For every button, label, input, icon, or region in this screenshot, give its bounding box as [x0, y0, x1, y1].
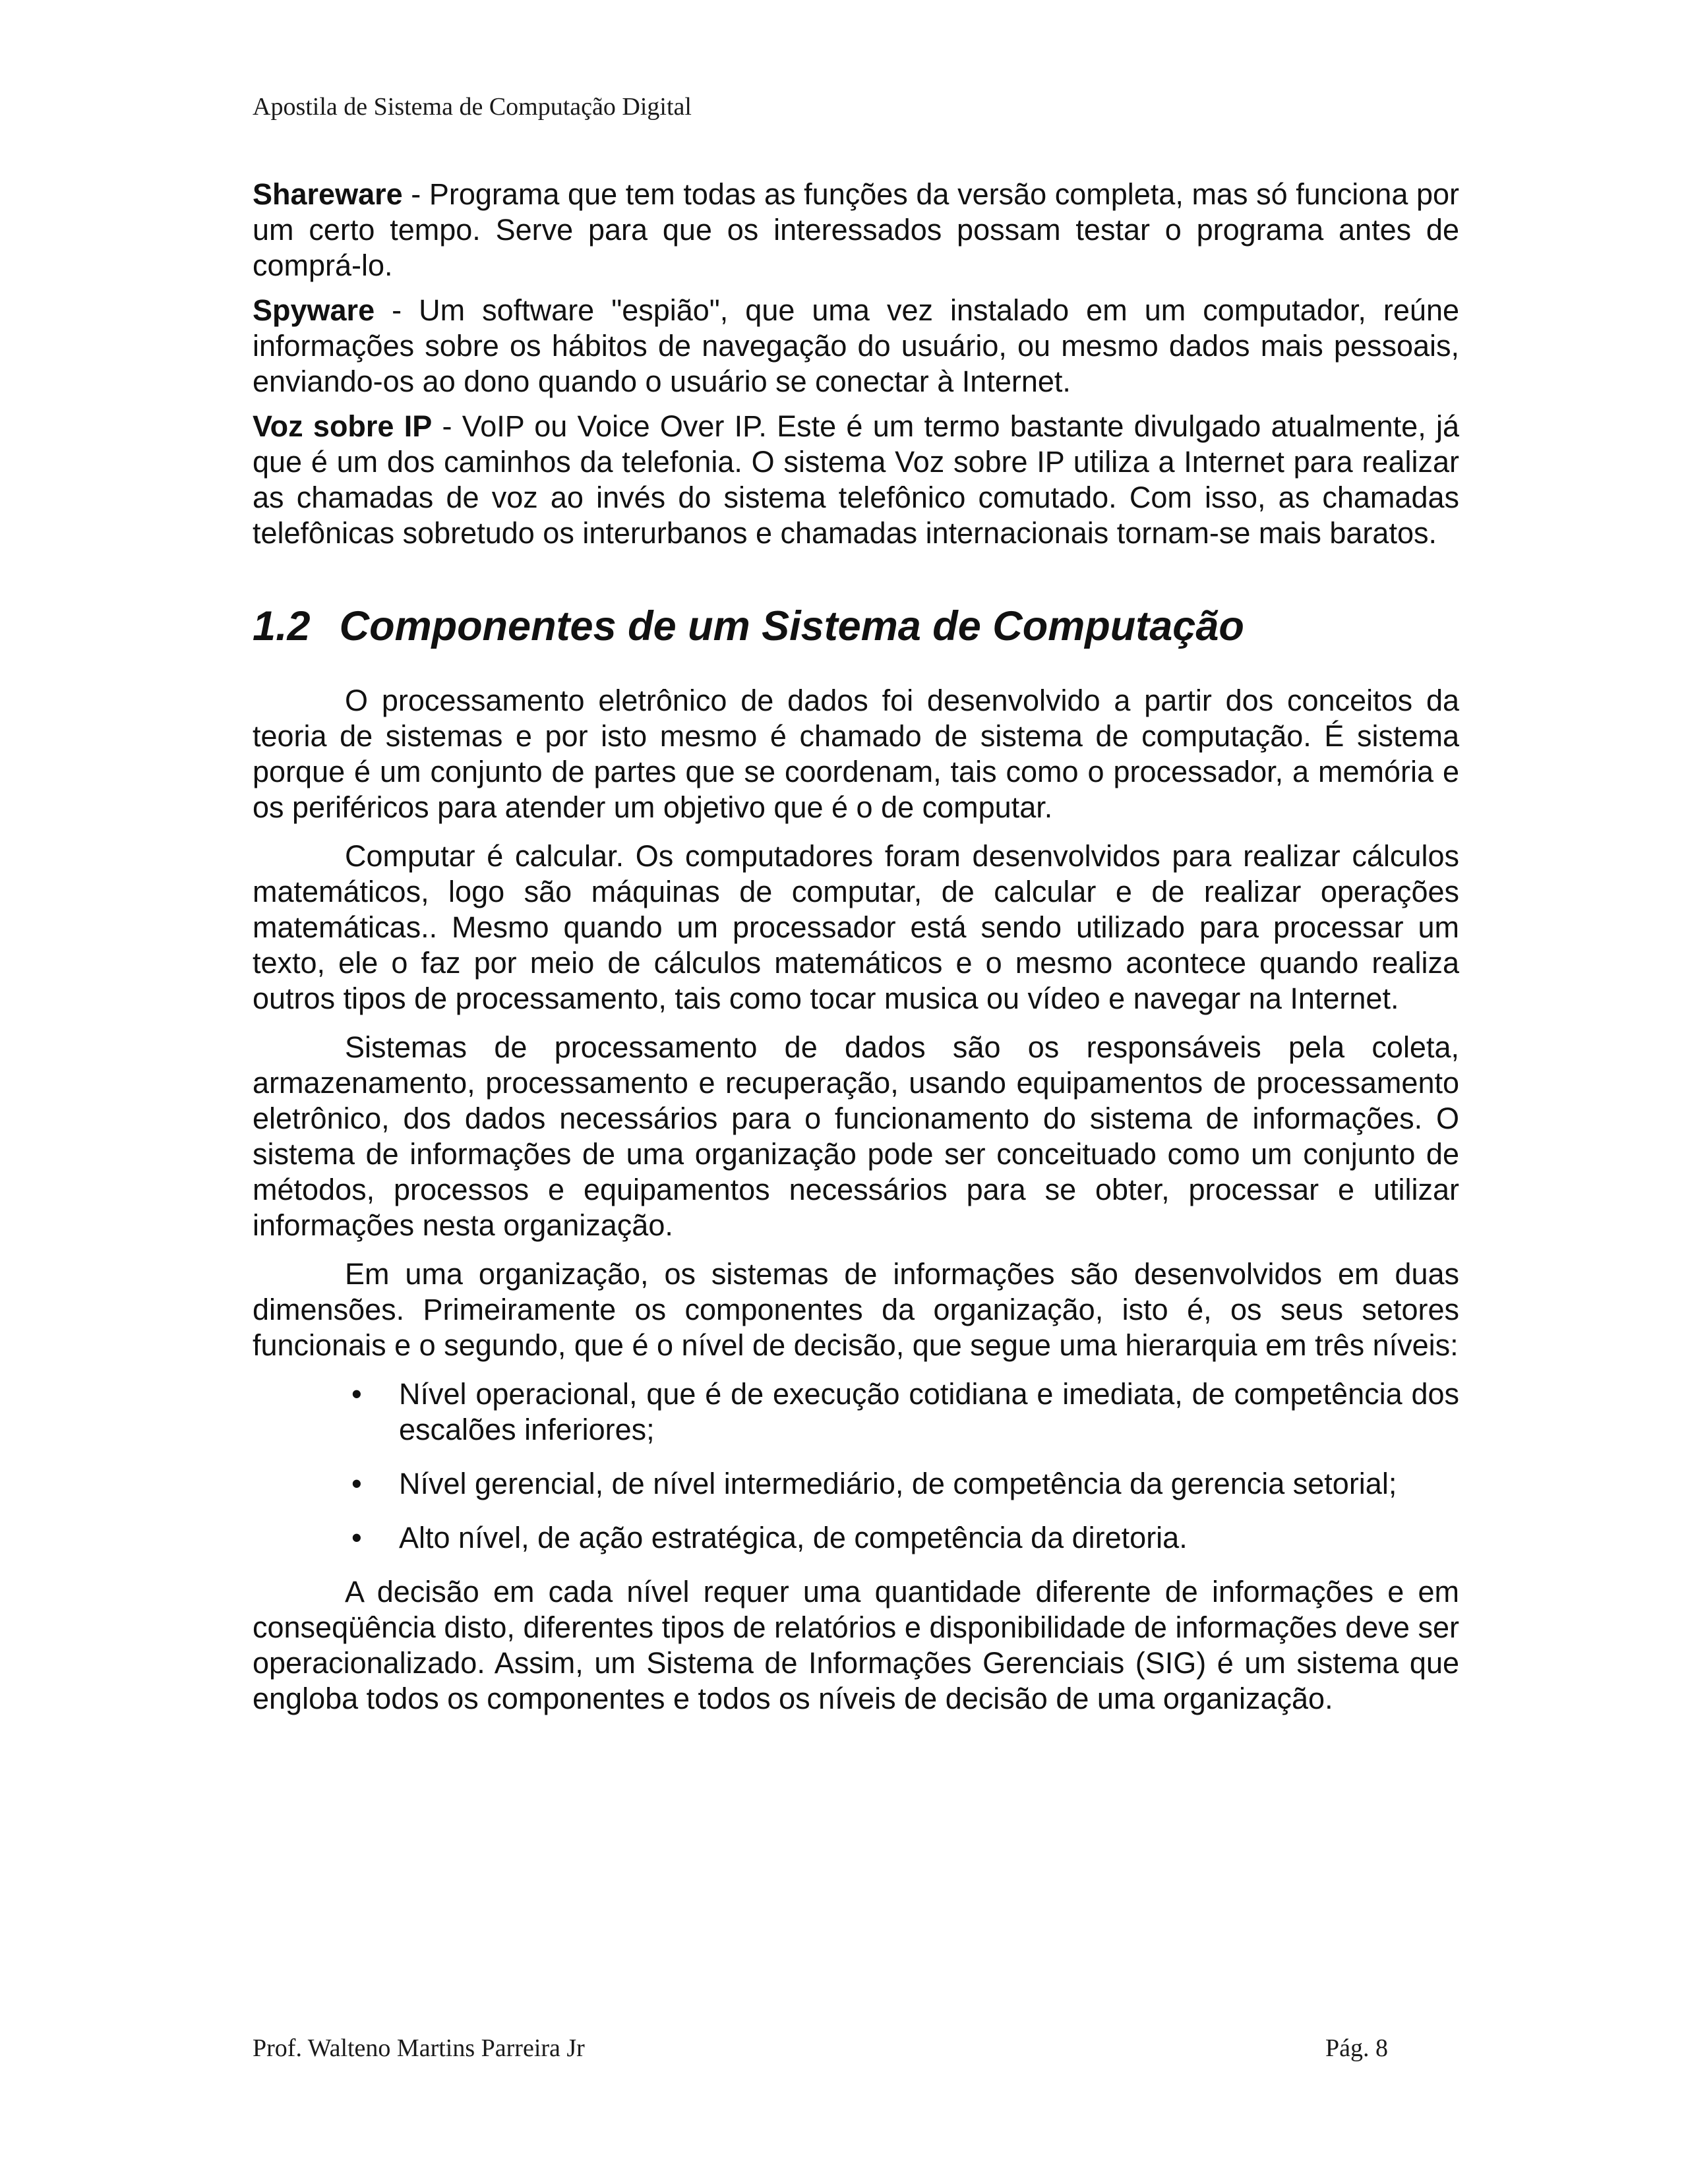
glossary-definition: - Programa que tem todas as funções da versão completa, mas só funciona por um certo tempo. Serve para que os interessados possam testar o programa antes de comprá-lo.	[253, 177, 1459, 282]
glossary-entry-shareware	[253, 177, 1459, 283]
glossary-definition: - VoIP ou Voice Over IP. Este é um termo bastante divulgado atualmente, já que é um dos caminhos da telefonia. O sistema Voz sobre IP utiliza a Internet para realizar as chamadas de voz ao invés do sistema telefônico comutado. Com isso, as chamadas telefônicas sobretudo os interurbanos e chamadas internacionais tornam-se mais baratos.	[253, 409, 1459, 550]
decision-levels-list	[253, 1376, 1459, 1556]
body-paragraph: Em uma organização, os sistemas de informações são desenvolvidos em duas dimensões. Primeiramente os componentes da organização, isto é, os seus setores funcionais e o segundo, que é o nível de decisão, que segue uma hierarquia em três níveis:	[253, 1257, 1459, 1362]
bullet-icon: •	[351, 1377, 362, 1411]
section-title: Componentes de um Sistema de Computação	[339, 603, 1244, 649]
page-content	[253, 177, 1459, 1730]
body-paragraph: Sistemas de processamento de dados são os responsáveis pela coleta, armazenamento, processamento e recuperação, usando equipamentos de processamento eletrônico, dos dados necessários para o funcionamento do sistema de informações. O sistema de informações de uma organização pode ser conceituado como um conjunto de métodos, processos e equipamentos necessários para se obter, processar e utilizar informações nesta organização.	[253, 1030, 1459, 1242]
section-heading	[253, 603, 1459, 650]
footer-page-number: Pág. 8	[1325, 2034, 1388, 2062]
footer-author: Prof. Walteno Martins Parreira Jr	[253, 2034, 585, 2062]
bullet-icon: •	[351, 1521, 362, 1554]
list-item	[253, 1466, 1459, 1502]
glossary-entry-spyware	[253, 293, 1459, 399]
closing-paragraph: A decisão em cada nível requer uma quantidade diferente de informações e em conseqüência disto, diferentes tipos de relatórios e disponibilidade de informações deve ser operacionalizado. Assim, um Sistema de Informações Gerenciais (SIG) é um sistema que engloba todos os componentes e todos os níveis de decisão de uma organização.	[253, 1575, 1459, 1715]
body-paragraph: O processamento eletrônico de dados foi desenvolvido a partir dos conceitos da teoria de sistemas e por isto mesmo é chamado de sistema de computação. É sistema porque é um conjunto de partes que se coordenam, tais como o processador, a memória e os periféricos para atender um objetivo que é o de computar.	[253, 684, 1459, 824]
glossary-term: Voz sobre IP	[253, 409, 433, 443]
body-paragraph: Computar é calcular. Os computadores foram desenvolvidos para realizar cálculos matemáticos, logo são máquinas de computar, de calcular e de realizar operações matemáticas.. Mesmo quando um processador está sendo utilizado para processar um texto, ele o faz por meio de cálculos matemáticos e o mesmo acontece quando realiza outros tipos de processamento, tais como tocar musica ou vídeo e navegar na Internet.	[253, 839, 1459, 1015]
list-item	[253, 1520, 1459, 1556]
glossary-definition: - Um software "espião", que uma vez instalado em um computador, reúne informações sobre os hábitos de navegação do usuário, ou mesmo dados mais pessoais, enviando-os ao dono quando o usuário se conectar à Internet.	[253, 293, 1459, 398]
list-item-text: Nível gerencial, de nível intermediário, de competência da gerencia setorial;	[399, 1467, 1397, 1500]
list-item	[253, 1376, 1459, 1448]
glossary-term: Shareware	[253, 177, 403, 211]
running-header: Apostila de Sistema de Computação Digital	[253, 93, 692, 121]
glossary-term: Spyware	[253, 293, 375, 327]
section-number: 1.2	[253, 603, 311, 649]
list-item-text: Nível operacional, que é de execução cotidiana e imediata, de competência dos escalões inferiores;	[399, 1377, 1459, 1446]
bullet-icon: •	[351, 1467, 362, 1500]
glossary-entry-voz-sobre-ip	[253, 409, 1459, 551]
list-item-text: Alto nível, de ação estratégica, de competência da diretoria.	[399, 1521, 1188, 1554]
